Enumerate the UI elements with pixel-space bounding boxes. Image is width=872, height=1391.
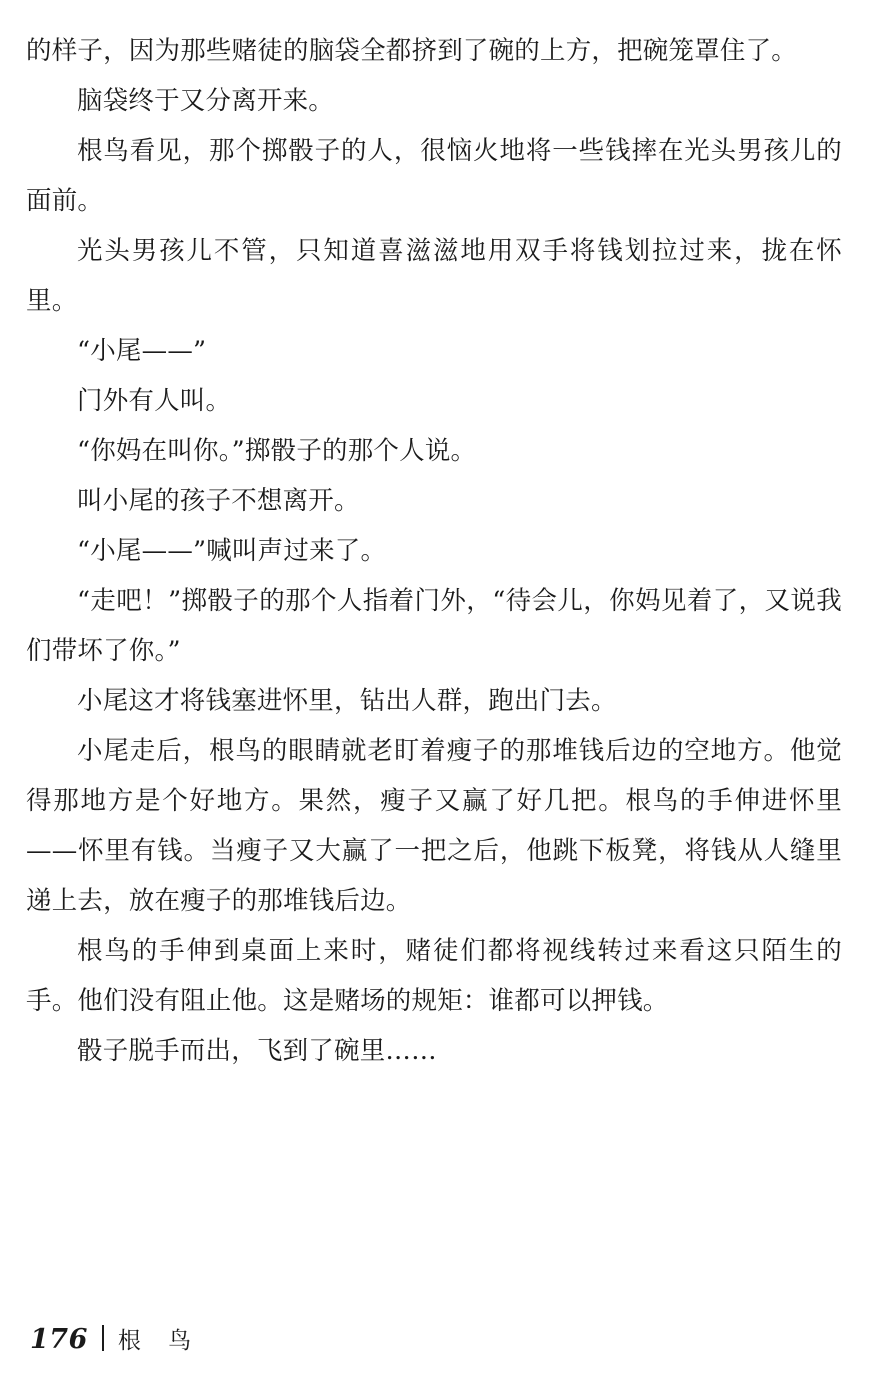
paragraph: “你妈在叫你。”掷骰子的那个人说。 xyxy=(77,436,477,466)
paragraph: “走吧！”掷骰子的那个人指着门外，“待会儿，你妈见着了，又说我们带坏了你。” xyxy=(26,586,842,666)
page-body xyxy=(26,26,842,1076)
paragraph: 叫小尾的孩子不想离开。 xyxy=(77,486,360,516)
paragraph: 门外有人叫。 xyxy=(77,386,232,416)
paragraph: 小尾这才将钱塞进怀里，钻出人群，跑出门去。 xyxy=(77,686,617,716)
paragraph: “小尾——” xyxy=(77,336,207,366)
paragraph: 骰子脱手而出，飞到了碗里…… xyxy=(77,1036,437,1066)
paragraph: 光头男孩儿不管，只知道喜滋滋地用双手将钱划拉过来，拢在怀里。 xyxy=(26,236,842,316)
page-footer xyxy=(30,1322,201,1355)
paragraph: 根鸟看见，那个掷骰子的人，很恼火地将一些钱摔在光头男孩儿的面前。 xyxy=(26,136,842,216)
paragraph: “小尾——”喊叫声过来了。 xyxy=(77,536,387,566)
paragraph: 小尾走后，根鸟的眼睛就老盯着瘦子的那堆钱后边的空地方。他觉得那地方是个好地方。果然，瘦子又赢了好几把。根鸟的手伸进怀里——怀里有钱。当瘦子又大赢了一把之后，他跳下板凳，将钱从人缝里递上去，放在瘦子的那堆钱后边。 xyxy=(26,736,842,916)
footer-divider xyxy=(102,1325,104,1351)
paragraph: 根鸟的手伸到桌面上来时，赌徒们都将视线转过来看这只陌生的手。他们没有阻止他。这是赌场的规矩：谁都可以押钱。 xyxy=(26,936,842,1016)
book-title: 根 鸟 xyxy=(117,1328,202,1354)
paragraph: 脑袋终于又分离开来。 xyxy=(77,86,335,116)
paragraph: 的样子，因为那些赌徒的脑袋全都挤到了碗的上方，把碗笼罩住了。 xyxy=(26,36,798,66)
page-number: 176 xyxy=(30,1324,88,1355)
